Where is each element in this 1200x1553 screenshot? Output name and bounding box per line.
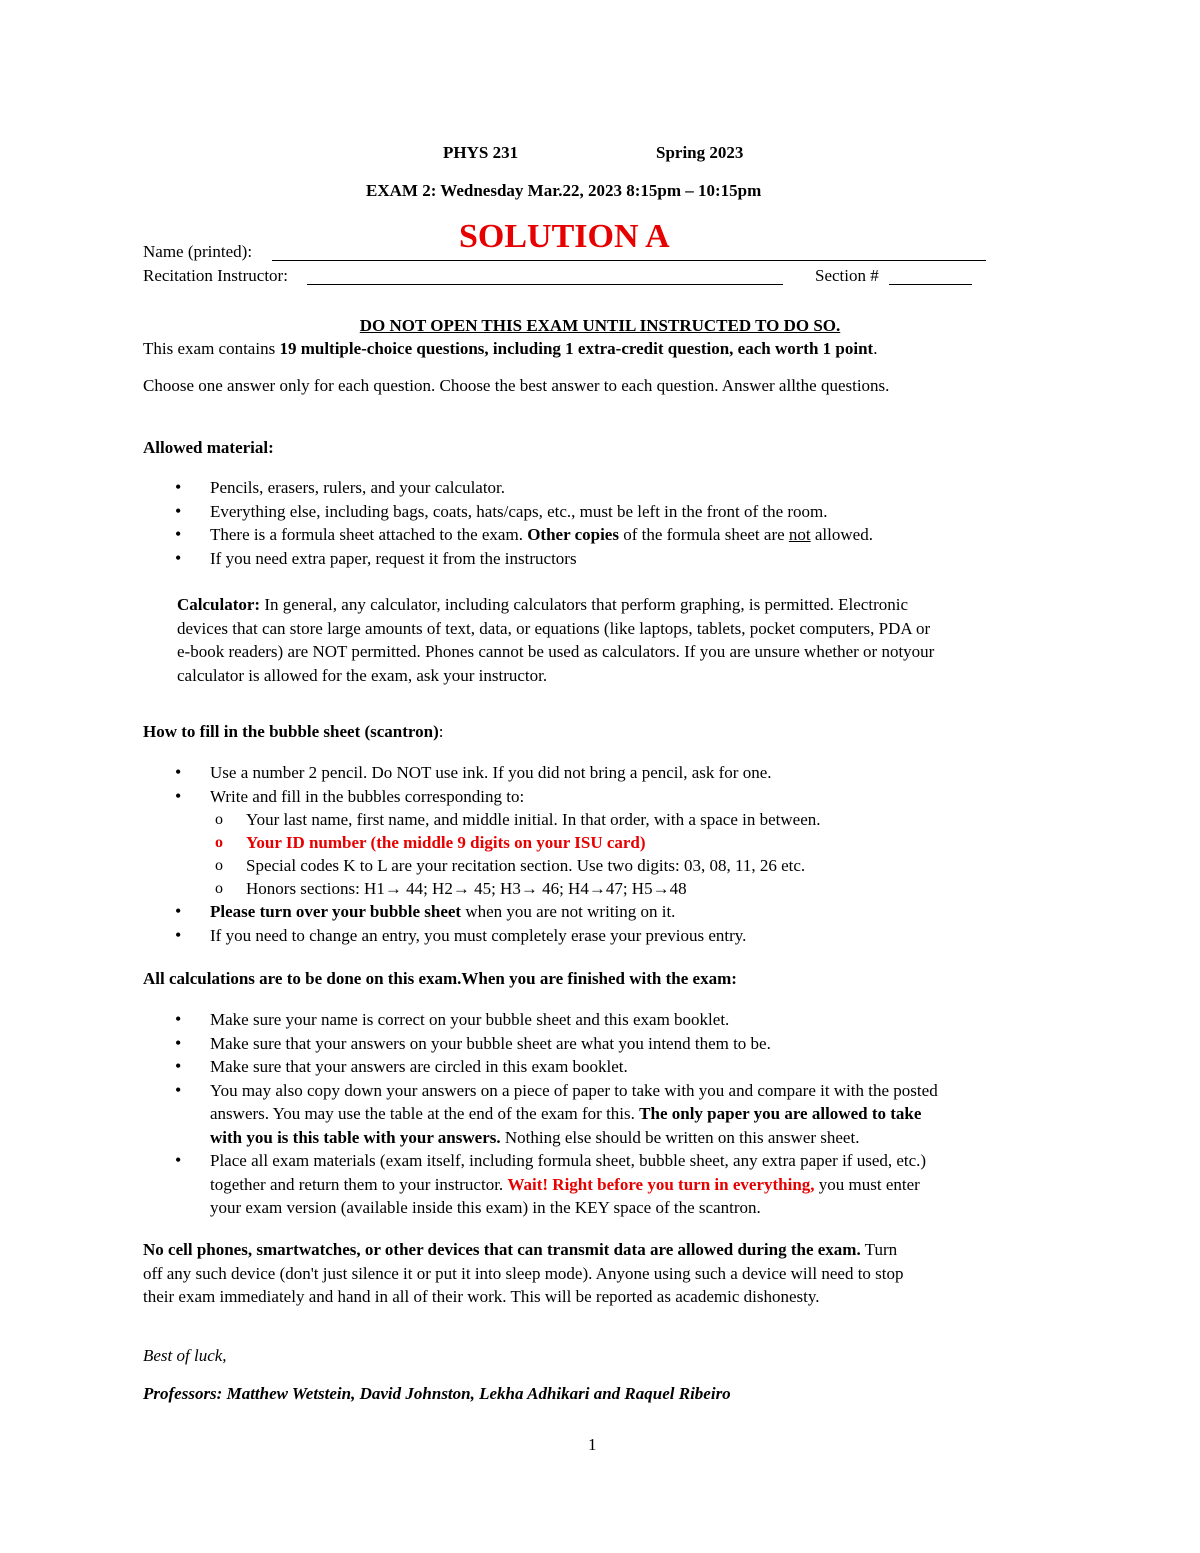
list-item [143, 785, 821, 901]
list-item [143, 900, 821, 924]
contains-pre: This exam contains [143, 339, 280, 358]
instructor-label: Recitation Instructor: [143, 266, 288, 285]
item-text: allowed. [810, 525, 873, 544]
item-line: • You may also copy down your answers on a piece of paper to take with you and compare it with the posted [210, 1080, 938, 1100]
bubble-sheet-list [143, 761, 821, 947]
list-item: • Make sure that your answers are circled in this exam booklet. [143, 1055, 938, 1079]
solution-stamp: SOLUTION A [459, 218, 670, 255]
list-item: • Everything else, including bags, coats, hats/caps, etc., must be left in the front of the room. [143, 500, 873, 524]
calc-line: calculator is allowed for the exam, ask your instructor. [177, 665, 548, 685]
allowed-material-heading: Allowed material: [143, 438, 274, 457]
choose-answer-text: Choose one answer only for each question. Choose the best answer to each question. Answer allthe questions. [143, 376, 890, 395]
sub-list-item: o Honors sections: H1→ 44; H2→ 45; H3→ 46; H4→47; H5→48 [210, 877, 821, 900]
finished-heading: All calculations are to be done on this exam.When you are finished with the exam: [143, 969, 737, 988]
devices-line: their exam immediately and hand in all of their work. This will be reported as academic dishonesty. [143, 1287, 820, 1306]
exam-term: Spring 2023 [656, 143, 744, 162]
devices-line: off any such device (don't just silence it or put it into sleep mode). Anyone using such a device will need to stop [143, 1263, 904, 1283]
list-item: • If you need to change an entry, you must completely erase your previous entry. [143, 924, 821, 948]
item-line: your exam version (available inside this exam) in the KEY space of the scantron. [210, 1198, 761, 1217]
bubble-sheet-heading [143, 722, 444, 742]
bubble-heading-colon: : [438, 722, 444, 741]
item-text: Write and fill in the bubbles corresponding to: [210, 786, 525, 806]
list-item [143, 523, 873, 547]
section-label: Section # [815, 266, 879, 285]
item-line [210, 1173, 938, 1197]
page-number: 1 [588, 1435, 597, 1454]
item-bold: Other copies [527, 525, 619, 544]
item-bold: Please turn over your bubble sheet [210, 902, 462, 921]
sub-list-item: o Your ID number (the middle 9 digits on your ISU card) [210, 831, 821, 854]
sub-list-item: o Special codes K to L are your recitation section. Use two digits: 03, 08, 11, 26 etc. [210, 854, 821, 877]
devices-text: Turn [860, 1240, 898, 1259]
bubble-heading-bold: How to fill in the bubble sheet (scantron) [143, 722, 439, 741]
do-not-open-notice: DO NOT OPEN THIS EXAM UNTIL INSTRUCTED TO DO SO. [359, 316, 841, 335]
item-bold: with you is this table with your answers. [210, 1127, 501, 1147]
list-item [143, 1079, 938, 1150]
instructor-field-line[interactable] [307, 284, 783, 285]
list-item: • Pencils, erasers, rulers, and your calculator. [143, 476, 873, 500]
calc-line [177, 593, 934, 617]
list-item: • Make sure your name is correct on your bubble sheet and this exam booklet. [143, 1008, 938, 1032]
calc-line: e-book readers) are NOT permitted. Phones cannot be used as calculators. If you are unsure whether or notyour [177, 642, 935, 661]
item-line [210, 1126, 938, 1150]
course-code: PHYS 231 [443, 143, 519, 162]
list-item [143, 1149, 938, 1220]
devices-paragraph [143, 1238, 904, 1309]
list-item: • Make sure that your answers on your bubble sheet are what you intend them to be. [143, 1032, 938, 1056]
name-label: Name (printed): [143, 242, 253, 261]
calc-text: In general, any calculator, including calculators that perform graphing, is permitted. Electronic [260, 595, 909, 614]
exam-date-line: EXAM 2: Wednesday Mar.22, 2023 8:15pm – 10:15pm [366, 181, 762, 200]
calc-line: devices that can store large amounts of text, data, or equations (like laptops, tablets, pocket computers, PDA or [177, 618, 931, 638]
professors-line: Professors: Matthew Wetstein, David Johnston, Lekha Adhikari and Raquel Ribeiro [143, 1384, 731, 1403]
bubble-sub-list [210, 808, 821, 900]
sub-list-item: o Your last name, first name, and middle initial. In that order, with a space in between. [210, 808, 821, 831]
item-text: There is a formula sheet attached to the exam. [210, 525, 528, 544]
calculator-paragraph [177, 593, 934, 687]
item-text: when you are not writing on it. [461, 902, 676, 921]
list-item: • Use a number 2 pencil. Do NOT use ink. If you did not bring a pencil, ask for one. [143, 761, 821, 785]
exam-contains-text [143, 339, 877, 359]
best-of-luck: Best of luck, [143, 1346, 227, 1365]
contains-post: . [873, 339, 878, 358]
devices-line [143, 1238, 904, 1262]
finished-list [143, 1008, 938, 1220]
item-text: you must enter [814, 1174, 920, 1194]
name-field-line[interactable] [272, 260, 986, 261]
section-field-line[interactable] [889, 284, 972, 285]
allowed-material-list [143, 476, 873, 570]
contains-bold: 19 multiple-choice questions, including 1 extra-credit question, each worth 1 point [279, 339, 874, 358]
item-text: Nothing else should be written on this answer sheet. [500, 1127, 860, 1147]
item-text: answers. You may use the table at the end of the exam for this. [210, 1104, 640, 1123]
list-item: • If you need extra paper, request it from the instructors [143, 547, 873, 571]
item-line [210, 1102, 938, 1126]
item-bold: The only paper you are allowed to take [639, 1104, 922, 1123]
devices-bold: No cell phones, smartwatches, or other devices that can transmit data are allowed during the exam. [143, 1240, 861, 1259]
item-line: • Place all exam materials (exam itself, including formula sheet, bubble sheet, any extra paper if used, etc.) [210, 1151, 927, 1170]
item-underline: not [788, 525, 811, 544]
item-text: together and return them to your instructor. [210, 1174, 508, 1194]
calculator-label: Calculator: [177, 595, 261, 614]
item-red-warning: Wait! Right before you turn in everything, [507, 1174, 815, 1194]
item-text: of the formula sheet are [618, 525, 789, 544]
